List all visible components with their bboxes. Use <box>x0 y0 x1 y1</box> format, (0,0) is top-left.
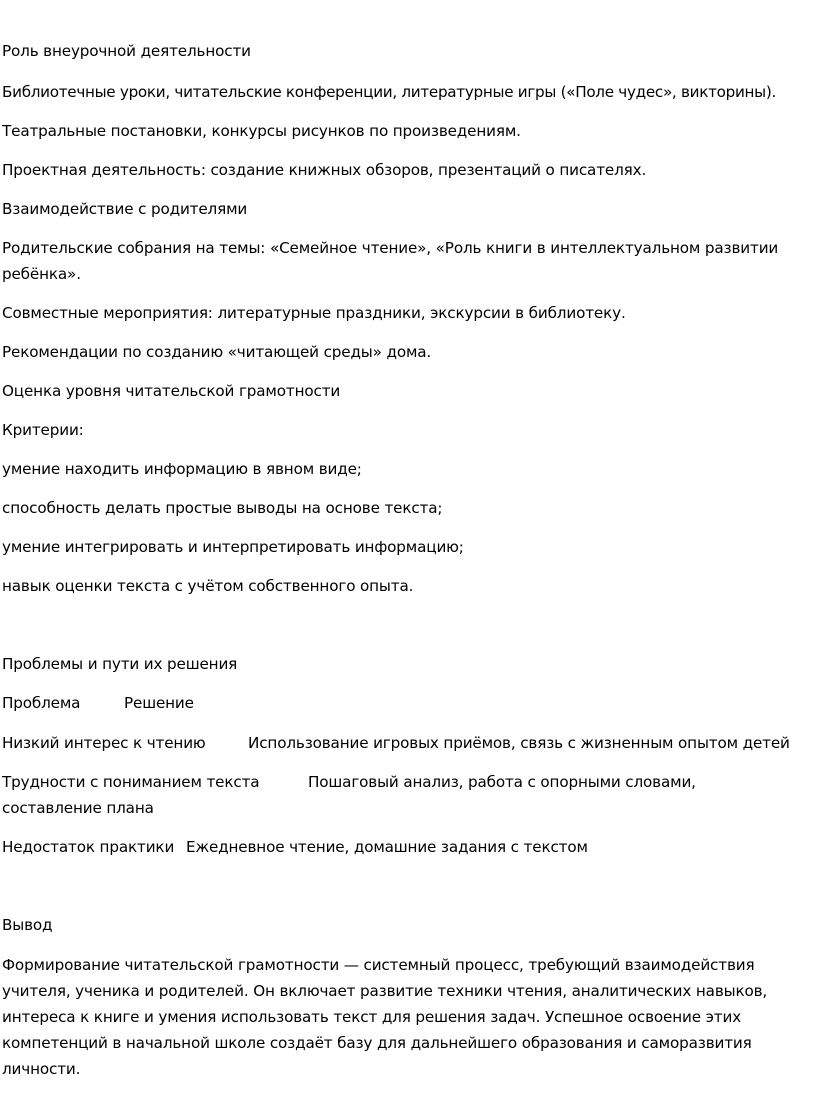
table-cell-solution: Пошаговый анализ, работа с опорными словами, <box>308 773 696 791</box>
table-row <box>2 769 812 795</box>
section-heading-extracurricular: Роль внеурочной деятельности <box>2 42 251 60</box>
criteria-label: Критерии: <box>2 421 84 439</box>
table-cell-solution: Использование игровых приёмов, связь с жизненным опытом детей <box>248 734 790 752</box>
table-header-problem: Проблема <box>2 694 81 712</box>
conclusion-line: компетенций в начальной школе создаёт базу для дальнейшего образования и саморазвития <box>2 1034 752 1052</box>
section-heading-assessment: Оценка уровня читательской грамотности <box>2 382 341 400</box>
paragraph-library-lessons: Библиотечные уроки, читательские конференции, литературные игры («Поле чудес», викторины). <box>2 83 777 101</box>
section-heading-parents: Взаимодействие с родителями <box>2 200 248 218</box>
section-heading-problems: Проблемы и пути их решения <box>2 655 238 673</box>
paragraph-project: Проектная деятельность: создание книжных обзоров, презентаций о писателях. <box>2 161 647 179</box>
conclusion-line: Формирование читательской грамотности — системный процесс, требующий взаимодействия <box>2 956 755 974</box>
table-header-row <box>2 690 802 716</box>
table-header-solution: Решение <box>124 694 194 712</box>
table-cell-solution: Ежедневное чтение, домашние задания с текстом <box>186 838 588 856</box>
paragraph-joint-events: Совместные мероприятия: литературные праздники, экскурсии в библиотеку. <box>2 304 626 322</box>
conclusion-line: личности. <box>2 1060 81 1078</box>
table-row <box>2 730 812 756</box>
section-heading-conclusion: Вывод <box>2 916 53 934</box>
table-cell-solution-continued: составление плана <box>2 799 154 817</box>
table-cell-problem: Трудности с пониманием текста <box>2 773 260 791</box>
paragraph-parent-meetings: Родительские собрания на темы: «Семейное чтение», «Роль книги в интеллектуальном развитии ребёнка». <box>2 239 779 283</box>
table-cell-problem: Низкий интерес к чтению <box>2 734 206 752</box>
conclusion-line: учителя, ученика и родителей. Он включает развитие техники чтения, аналитических навыков, <box>2 982 768 1000</box>
paragraph-theatre: Театральные постановки, конкурсы рисунков по произведениям. <box>2 122 521 140</box>
table-cell-problem: Недостаток практики <box>2 838 175 856</box>
paragraph-recommendations: Рекомендации по созданию «читающей среды» дома. <box>2 343 432 361</box>
criteria-item: умение находить информацию в явном виде; <box>2 460 362 478</box>
conclusion-line: интереса к книге и умения использовать текст для решения задач. Успешное освоение этих <box>2 1008 742 1026</box>
table-row <box>2 834 812 860</box>
criteria-item: умение интегрировать и интерпретировать информацию; <box>2 538 464 556</box>
criteria-item: навык оценки текста с учётом собственного опыта. <box>2 577 414 595</box>
criteria-item: способность делать простые выводы на основе текста; <box>2 499 443 517</box>
